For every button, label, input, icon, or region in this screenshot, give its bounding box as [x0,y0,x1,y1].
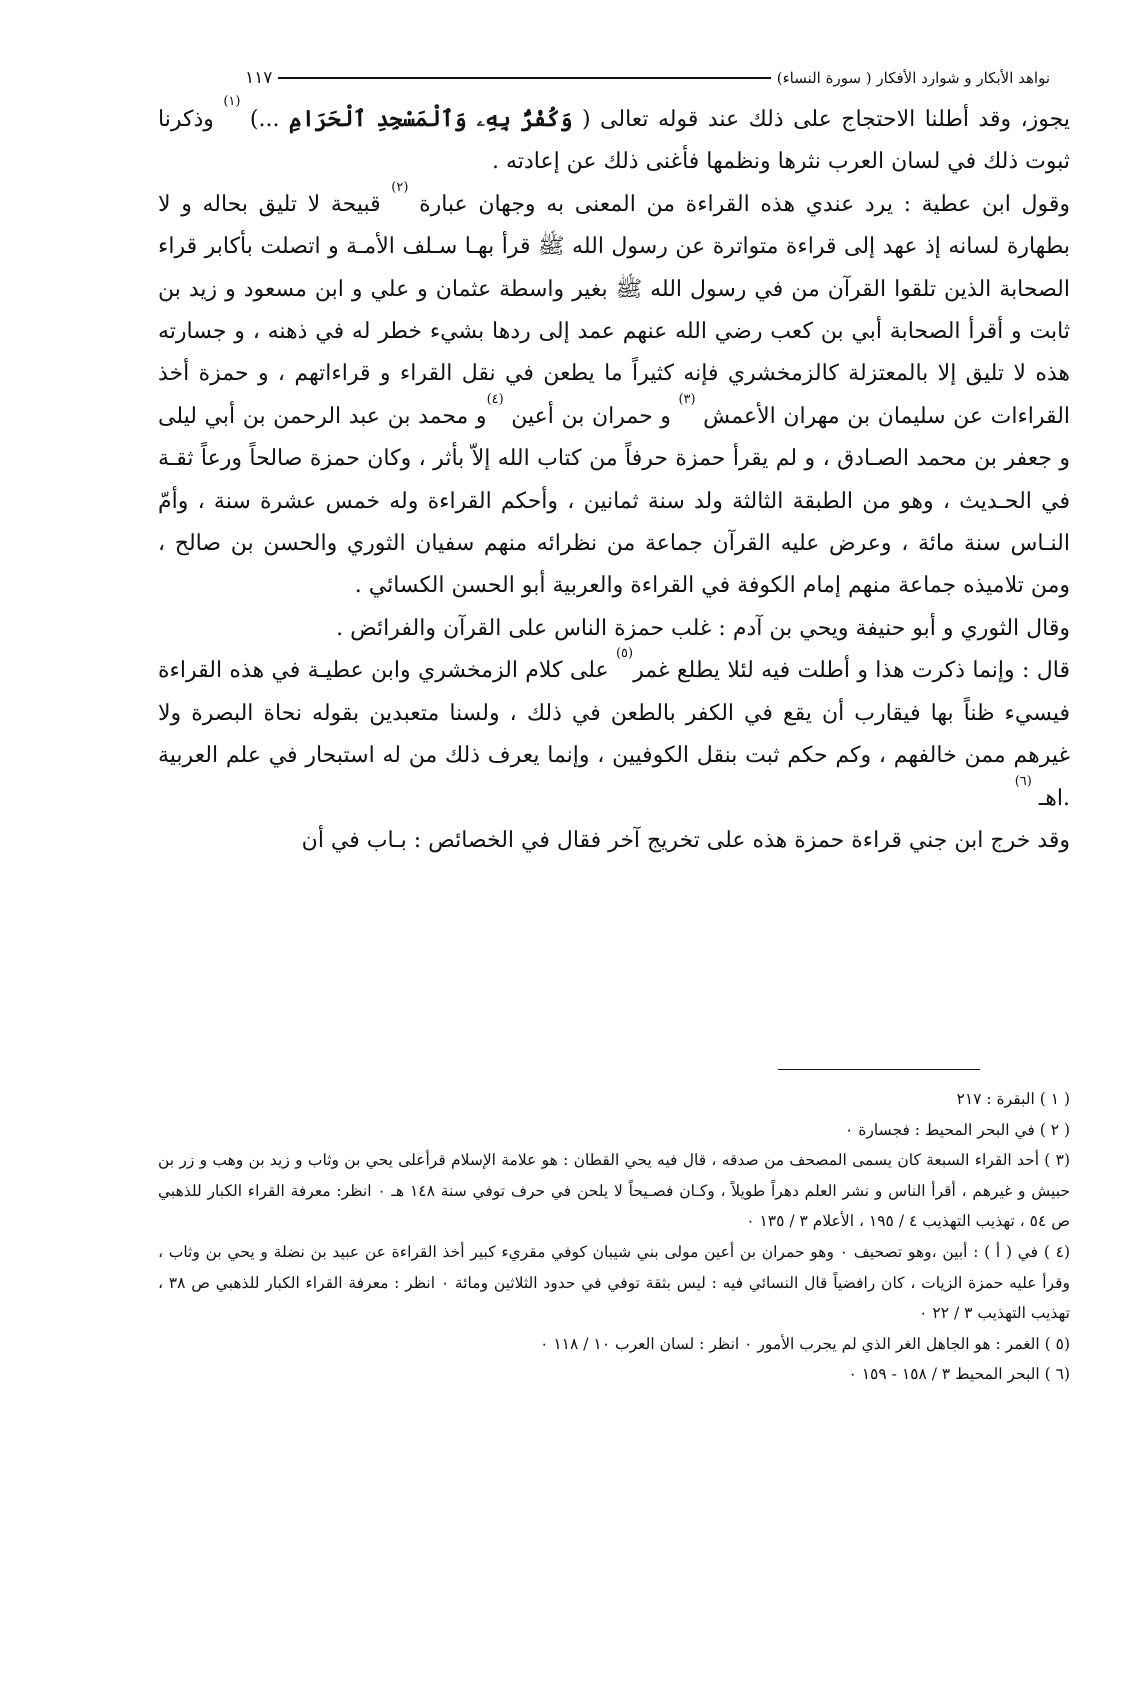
quran-verse: وَكُفْرٌۢ بِهِۦ وَٱلْمَسْجِدِ ٱلْحَرَامِ [288,106,573,132]
text-run: وذكرنا ثبوت ذلك في لسان العرب نثرها ونظمها فأغنى ذلك عن إعادته . [158,107,1070,175]
text-run: و حمران بن أعين [503,403,679,429]
text-run: قال : وإنما ذكرت هذا و أطلت فيه لئلا يطلع غمر [633,658,1070,684]
footnote: ( ١ ) البقرة : ٢١٧ [956,1090,1070,1108]
paragraph [158,179,1071,608]
text-run: يجوز، وقد أطلنا الاحتجاج على ذلك عند قوله تعالى ( [572,107,1070,132]
page-number: ١١٧ [245,68,273,88]
footnote: (٣ ) أحد القراء السبعة كان يسمى المصحف من صدقه ، قال فيه يحي القطان : هو علامة الإسلام قرأعلى يحي بن وثاب و زيد بن وهب و زر بن حبيش و غيرهم ، أقرأ الناس و نشر العلم دهراً طويلاً ، وكـان فصـيحاً لا يلحن في حرف توفي سنة ١٤٨ هـ ٠ انظر: معرفة القراء الكبار للذهبي ص ٥٤ ، تهذيب التهذيب ٤ / ١٩٥ ، الأعلام ٣ / ١٣٥ ٠ [158,1151,1070,1231]
paragraph [158,94,1070,184]
footnote-ref: (٣) [678,391,696,407]
footnote-ref: (٥) [615,646,634,662]
footnote: ( ٢ ) في البحر المحيط : فجسارة ٠ [845,1120,1070,1139]
footnote: (٥ ) الغمر : هو الجاهل الغر الذي لم يجرب الأمور ٠ انظر : لسان العرب ١٠ / ١١٨ ٠ [540,1334,1070,1353]
paragraph [158,646,1070,820]
footnote: (٤ ) في ( أ ) : أبين ،وهو تصحيف ٠ وهو حمران بن أعين مولى بني شيبان كوفي مقريء كبير أخذ القراءة عن عبيد بن نضلة و يحي بن وثاب ، وقرأ عليه حمزة الزيات ، كان رافضياً قال النسائي فيه : ليس بثقة توفي في حدود الثلاثين ومائة ٠ انظر : معرفة القراء الكبار للذهبي ص ٣٨ ، تهذيب التهذيب ٣ / ٢٢ ٠ [158,1242,1070,1323]
footnotes [158,1084,1070,1390]
footnote-ref: (٤) [486,391,504,407]
text-run: وقول ابن عطية : يرد عندي هذه القراءة من المعنى به وجهان عبارة [408,191,1070,217]
text-run: ...) [240,107,289,132]
running-header [245,66,1050,90]
footnote: (٦ ) البحر المحيط ٣ / ١٥٨ - ١٥٩ ٠ [848,1365,1070,1384]
text-run: و محمد بن عبد الرحمن بن أبي ليلى و جعفر بن محمد الصـادق ، و لم يقرأ حمزة حرفاً من كتاب الله إلاّ بأثر ، وكان حمزة صالحاً ورعاً ثقـة في الحـديث ، وهو من الطبقة الثالثة ولد سنة ثمانين ، وأحكم القراءة وله خمس عشرة سنة ، وأمّ النـاس سنة مائة ، وعرض عليه القرآن جماعة من نظرائه منهم سفيان الثوري والحسن بن صالح ، ومن تلاميذه جماعة منهم إمام الكوفة في القراءة والعربية أبو الحسن الكسائي . [158,403,1070,599]
paragraph: وقال الثوري و أبو حنيفة ويحي بن آدم : غلب حمزة الناس على القرآن والفرائض . [336,615,1070,641]
body-text [158,94,1071,862]
text-run: على كلام الزمخشري وابن عطيـة في هذه القراءة فيسيء ظناً بها فيقارب أن يقع في الكفر بالطعن في ذلك ، ولسنا متعبدين بقوله نحاة البصرة ولا غيرهم ممن خالفهم ، وكم حكم ثبت بنقل الكوفيين ، وإنما يعرف ذلك من له استبحار في علم العربية .اهـ [158,658,1070,811]
footnote-ref: (٢) [391,179,409,195]
footnote-ref: (١) [223,94,241,109]
text-run: قبيحة لا تليق بحاله و لا بطهارة لسانه إذ عهد إلى قراءة متواترة عن رسول الله ﷺ قرأ بهـا سـلف الأمـة و اتصلت بأكابر قراء الصحابة الذين تلقوا القرآن من في رسول الله ﷺ بغير واسطة عثمان و علي و ابن مسعود و زيد بن ثابت و أقرأ الصحابة أبي بن كعب رضي الله عنهم عمد إلى ردها بشيء خطر له في ذهنه ، و جسارته هذه لا تليق إلا بالمعتزلة كالزمخشري فإنه كثيراً ما يطعن في نقل القراء و قراءاتهم ، و حمزة أخذ القراءات عن سليمان بن مهران الأعمش [158,191,1071,429]
paragraph: وقد خرج ابن جني قراءة حمزة هذه على تخريج آخر فقال في الخصائص : بـاب في أن [301,827,1070,853]
running-title: نواهد الأبكار و شوارد الأفكار ( سورة النساء) [776,69,1050,87]
footnote-ref: (٦) [1014,773,1032,789]
header-rule [278,77,770,79]
footnote-separator [778,1069,980,1070]
